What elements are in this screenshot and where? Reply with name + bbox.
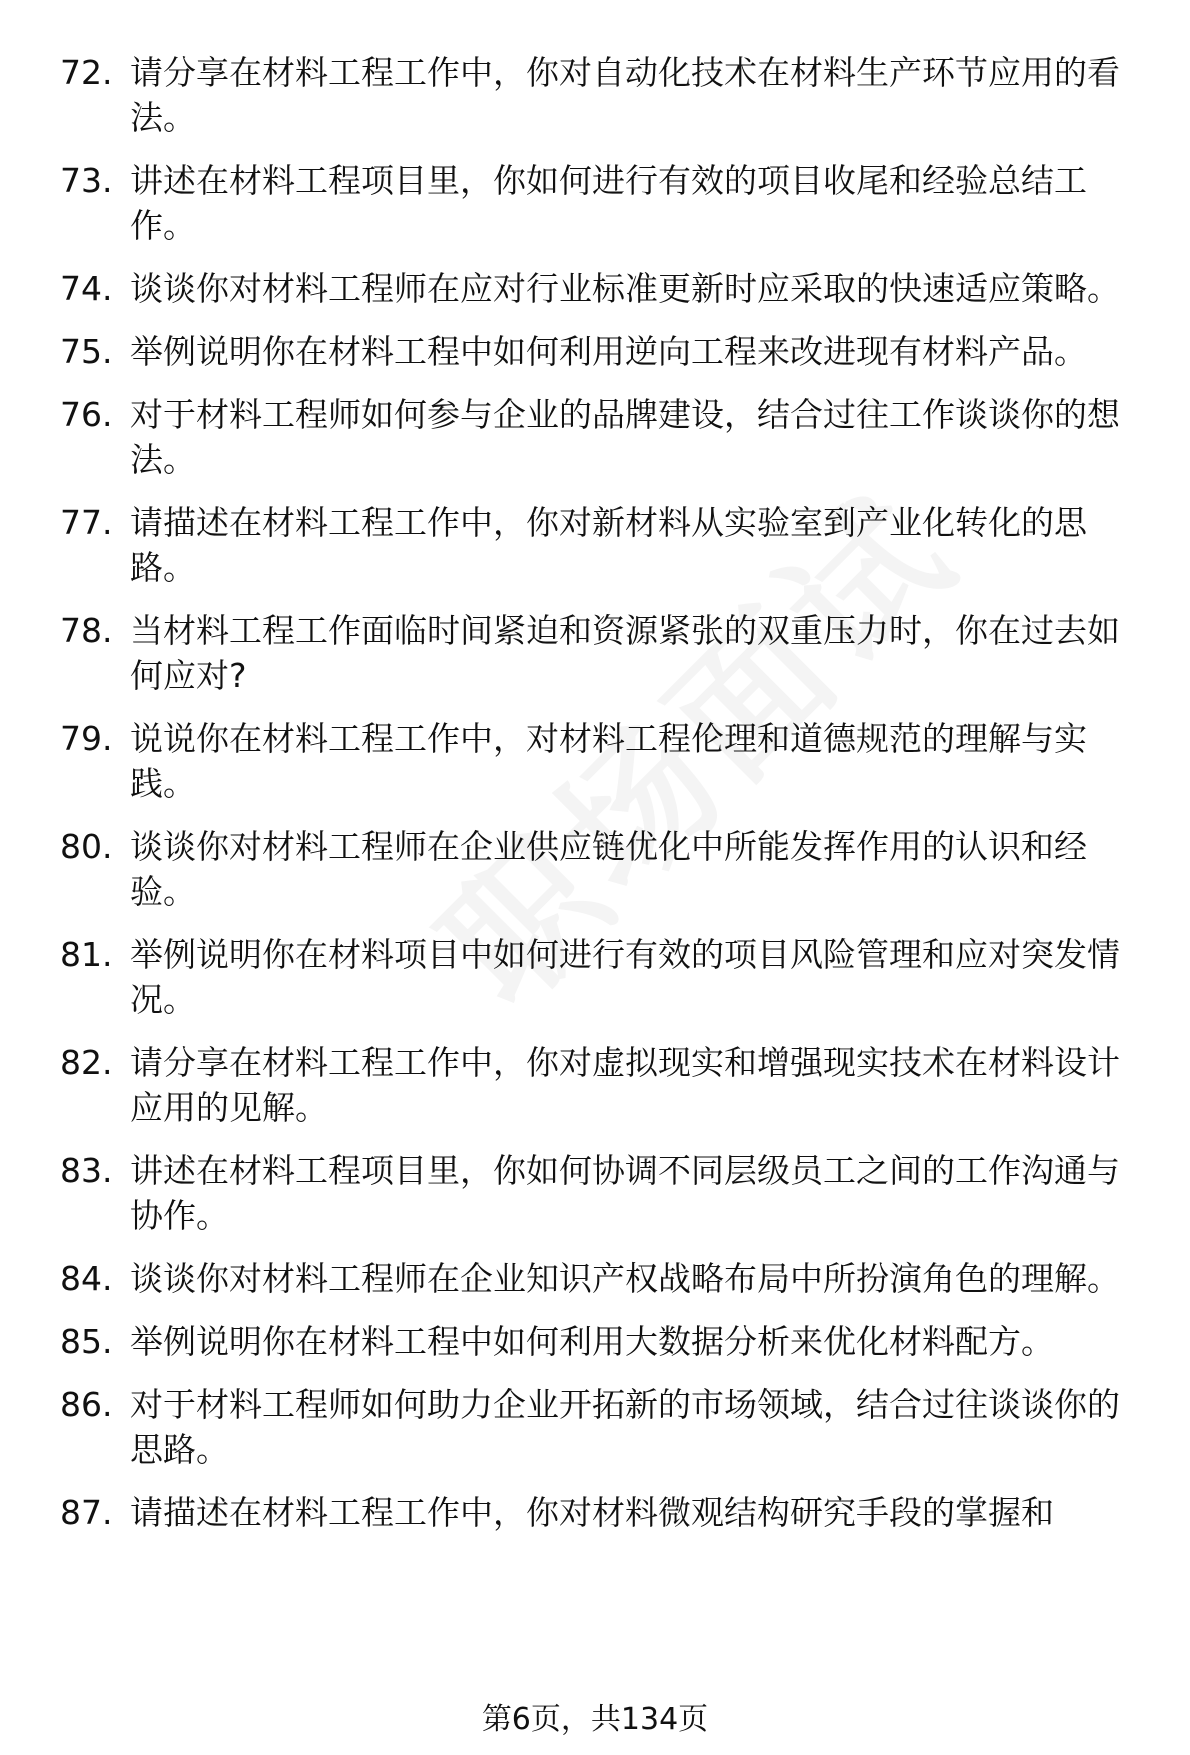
question-number: 83. — [60, 1151, 113, 1190]
question-text: 请分享在材料工程工作中，你对虚拟现实和增强现实技术在材料设计应用的见解。 — [130, 1043, 1120, 1127]
question-number: 78. — [60, 611, 113, 650]
question-item-84 — [60, 1256, 1150, 1301]
question-text: 谈谈你对材料工程师在企业知识产权战略布局中所扮演角色的理解。 — [130, 1259, 1120, 1298]
question-text: 讲述在材料工程项目里，你如何进行有效的项目收尾和经验总结工作。 — [130, 161, 1087, 245]
question-item-83 — [60, 1148, 1150, 1238]
question-text: 对于材料工程师如何助力企业开拓新的市场领域，结合过往谈谈你的思路。 — [130, 1385, 1120, 1469]
question-text: 说说你在材料工程工作中，对材料工程伦理和道德规范的理解与实践。 — [130, 719, 1087, 803]
question-item-77 — [60, 500, 1150, 590]
question-text: 请描述在材料工程工作中，你对材料微观结构研究手段的掌握和 — [130, 1493, 1054, 1532]
question-item-73 — [60, 158, 1150, 248]
question-number: 79. — [60, 719, 113, 758]
question-text: 请分享在材料工程工作中，你对自动化技术在材料生产环节应用的看法。 — [130, 53, 1120, 137]
question-item-79 — [60, 716, 1150, 806]
question-list — [60, 50, 1150, 1553]
question-text: 举例说明你在材料工程中如何利用逆向工程来改进现有材料产品。 — [130, 332, 1087, 371]
question-number: 77. — [60, 503, 113, 542]
question-text: 举例说明你在材料项目中如何进行有效的项目风险管理和应对突发情况。 — [130, 935, 1120, 1019]
question-item-87 — [60, 1490, 1150, 1535]
question-number: 75. — [60, 332, 113, 371]
question-item-75 — [60, 329, 1150, 374]
question-number: 80. — [60, 827, 113, 866]
question-number: 82. — [60, 1043, 113, 1082]
question-number: 76. — [60, 395, 113, 434]
question-number: 84. — [60, 1259, 113, 1298]
question-item-85 — [60, 1319, 1150, 1364]
question-number: 85. — [60, 1322, 113, 1361]
question-item-81 — [60, 932, 1150, 1022]
question-number: 74. — [60, 269, 113, 308]
question-text: 谈谈你对材料工程师在企业供应链优化中所能发挥作用的认识和经验。 — [130, 827, 1087, 911]
page-number: 第6页，共134页 — [481, 1702, 709, 1737]
question-item-72 — [60, 50, 1150, 140]
question-item-78 — [60, 608, 1150, 698]
question-text: 对于材料工程师如何参与企业的品牌建设，结合过往工作谈谈你的想法。 — [130, 395, 1120, 479]
question-text: 谈谈你对材料工程师在应对行业标准更新时应采取的快速适应策略。 — [130, 269, 1120, 308]
question-text: 举例说明你在材料工程中如何利用大数据分析来优化材料配方。 — [130, 1322, 1054, 1361]
question-text: 请描述在材料工程工作中，你对新材料从实验室到产业化转化的思路。 — [130, 503, 1087, 587]
question-number: 72. — [60, 53, 113, 92]
question-text: 当材料工程工作面临时间紧迫和资源紧张的双重压力时，你在过去如何应对? — [130, 611, 1120, 695]
question-item-82 — [60, 1040, 1150, 1130]
question-item-74 — [60, 266, 1150, 311]
question-item-80 — [60, 824, 1150, 914]
question-text: 讲述在材料工程项目里，你如何协调不同层级员工之间的工作沟通与协作。 — [130, 1151, 1120, 1235]
question-item-76 — [60, 392, 1150, 482]
question-number: 73. — [60, 161, 113, 200]
question-number: 87. — [60, 1493, 113, 1532]
question-number: 86. — [60, 1385, 113, 1424]
question-item-86 — [60, 1382, 1150, 1472]
question-number: 81. — [60, 935, 113, 974]
